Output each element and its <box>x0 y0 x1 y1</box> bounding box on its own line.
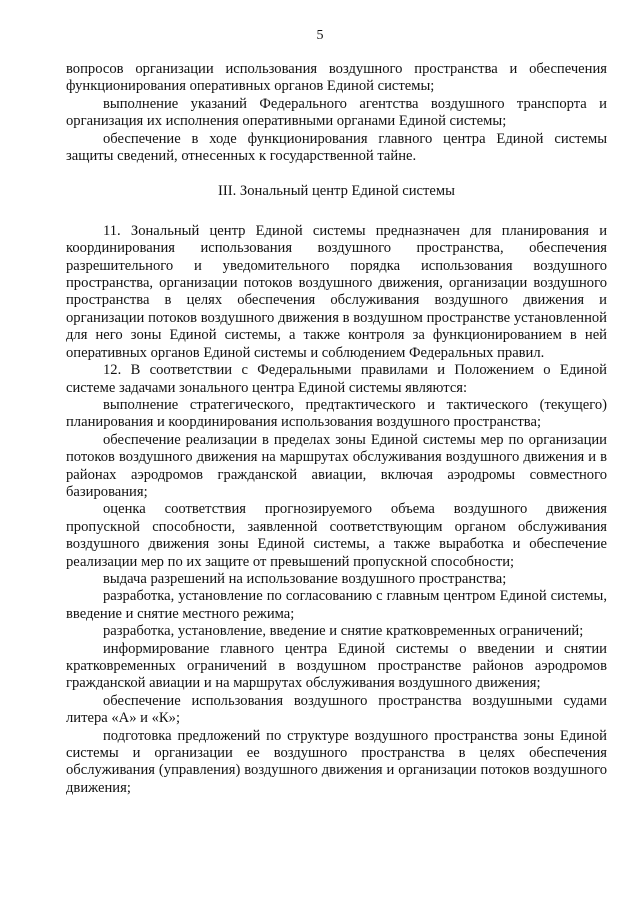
intro-paragraph: обеспечение в ходе функционирования главного центра Единой системы защиты сведений, отнесенных к государственной тайне. <box>66 130 607 165</box>
task-item: информирование главного центра Единой системы о введении и снятии кратковременных ограничений в воздушном пространстве районов аэродромов гражданской авиации и на маршрутах обслуживания воздушного движения; <box>66 640 607 692</box>
page-number: 5 <box>316 28 324 43</box>
task-item: разработка, установление по согласованию с главным центром Единой системы, введение и снятие местного режима; <box>66 588 607 622</box>
task-item: оценка соответствия прогнозируемого объема воздушного движения пропускной способности, заявленной соответствующим органом обслуживания воздушного движения зоны Единой системы, а также выработка и обеспечение реализации мер по их защите от превышений пропускной способности; <box>66 501 607 570</box>
clause-12: 12. В соответствии с Федеральными правилами и Положением о Единой системе задачами зонального центра Единой системы являются: <box>66 362 607 396</box>
task-item: выдача разрешений на использование воздушного пространства; <box>103 570 507 587</box>
task-item: выполнение стратегического, предтактического и тактического (текущего) планирования и координирования использования воздушного пространства; <box>66 396 607 431</box>
document-body <box>66 61 607 797</box>
task-item: разработка, установление, введение и снятие кратковременных ограничений; <box>103 623 584 640</box>
intro-paragraph: вопросов организации использования воздушного пространства и обеспечения функционирования оперативных органов Единой системы; <box>66 61 607 95</box>
task-item: обеспечение реализации в пределах зоны Единой системы мер по организации потоков воздушного движения на маршрутах обслуживания воздушного движения и в районах аэродромов гражданской авиации, включая аэродромы совместного базирования; <box>66 431 607 500</box>
intro-paragraph: выполнение указаний Федерального агентства воздушного транспорта и организация их исполнения оперативными органами Единой системы; <box>66 95 607 130</box>
task-item: подготовка предложений по структуре воздушного пространства зоны Единой системы и организации ее воздушного пространства в целях обеспечения обслуживания (управления) воздушного движения и организации потоков воздушного движения; <box>66 727 607 796</box>
task-item: обеспечение использования воздушного пространства воздушными судами литера «А» и «К»; <box>66 692 607 727</box>
section-heading: III. Зональный центр Единой системы <box>218 183 455 200</box>
clause-11: 11. Зональный центр Единой системы предназначен для планирования и координирования использования воздушного пространства, обеспечения разрешительного и уведомительного порядка использования воздушного пространства, организации потоков воздушного движения, организации воздушного пространства в целях обеспечения обслуживания воздушного движения и организации потоков воздушного движения в воздушном пространстве установленной для него зоны Единой системы, а также контроля за функционированием в ней оперативных органов Единой системы и соблюдением Федеральных правил. <box>66 222 607 361</box>
